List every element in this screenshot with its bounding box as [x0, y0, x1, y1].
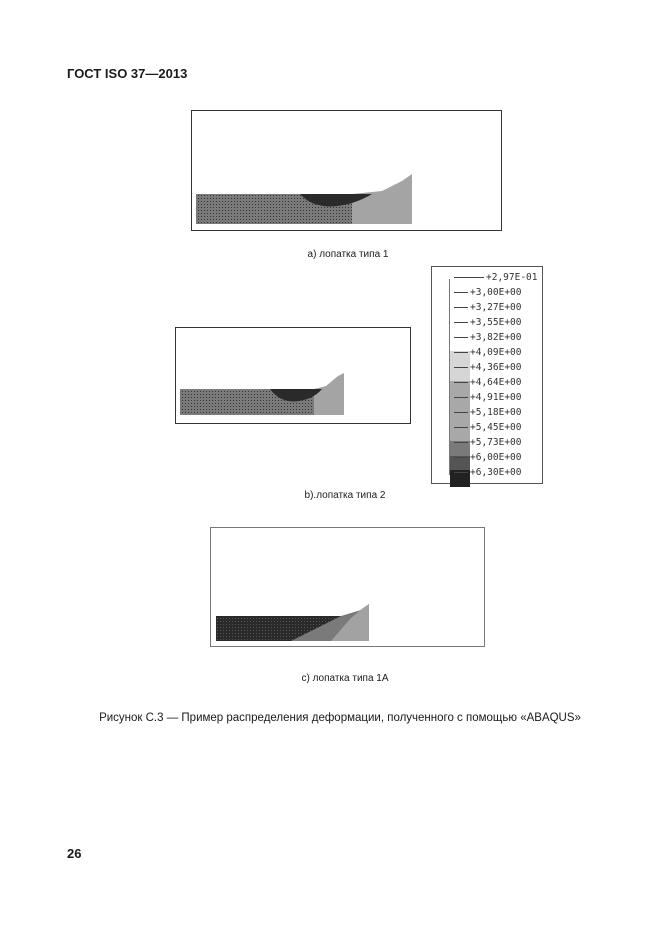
legend-value: +5,45E+00 [454, 420, 521, 435]
strain-contour-graphic [176, 328, 409, 422]
legend-value: +3,55E+00 [454, 315, 521, 330]
strain-contour-graphic [211, 528, 483, 645]
strain-plot-type-1a [210, 527, 485, 647]
legend-value: +3,00E+00 [454, 285, 521, 300]
caption-panel-a: а) лопатка типа 1 [307, 249, 389, 260]
legend-value: +3,27E+00 [454, 300, 521, 315]
legend-value: +3,82E+00 [454, 330, 521, 345]
legend-value: +4,09E+00 [454, 345, 521, 360]
caption-panel-c: с) лопатка типа 1А [301, 673, 389, 684]
strain-color-legend [431, 266, 543, 484]
legend-value: +5,18E+00 [454, 405, 521, 420]
page-number: 26 [67, 846, 82, 861]
figure-caption: Рисунок С.3 — Пример распределения деформации, полученного с помощью «ABAQUS» [99, 712, 581, 724]
legend-value: +5,73E+00 [454, 435, 521, 450]
strain-plot-type-1 [191, 110, 502, 231]
legend-value: +2,97E-01 [454, 270, 537, 285]
strain-plot-type-2 [175, 327, 411, 424]
legend-value: +4,91E+00 [454, 390, 521, 405]
legend-value: +6,00E+00 [454, 450, 521, 465]
legend-value: +4,36E+00 [454, 360, 521, 375]
caption-panel-b: b).лопатка типа 2 [304, 490, 386, 501]
document-code-header: ГОСТ ISO 37—2013 [67, 66, 188, 81]
legend-value: +6,30E+00 [454, 465, 521, 480]
strain-contour-graphic [192, 111, 500, 229]
legend-value: +4,64E+00 [454, 375, 521, 390]
